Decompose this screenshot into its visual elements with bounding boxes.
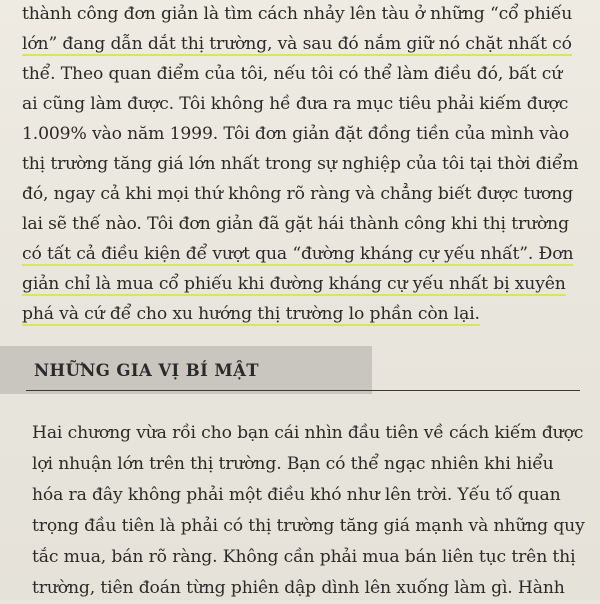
text-line: [22, 299, 582, 329]
text-line: trường, tiên đoán từng phiên dập dình lên xuống làm gì. Hành: [32, 578, 565, 598]
text-line: [22, 269, 582, 299]
text-line: trọng đầu tiên là phải có thị trường tăng giá mạnh và những quy: [32, 516, 585, 536]
text-line: ai cũng làm được. Tôi không hề đưa ra mục tiêu phải kiếm được: [22, 94, 569, 114]
highlighted-text: lớn” đang dẫn dắt thị trường, và sau đó nắm giữ nó chặt nhất có: [22, 34, 572, 54]
text-line: tắc mua, bán rõ ràng. Không cần phải mua bán liên tục trên thị: [32, 547, 576, 567]
text-line: đó, ngay cả khi mọi thứ không rõ ràng và chẳng biết được tương: [22, 184, 574, 204]
paragraph-bottom: [32, 418, 585, 604]
section-heading: NHỮNG GIA VỊ BÍ MẬT: [34, 361, 259, 380]
paragraph-top: [22, 0, 582, 329]
highlighted-text: phá và cứ để cho xu hướng thị trường lo phần còn lại.: [22, 304, 480, 324]
text-line: hóa ra đây không phải một điều khó như lên trời. Yếu tố quan: [32, 485, 561, 505]
text-line: lai sẽ thế nào. Tôi đơn giản đã gặt hái thành công khi thị trường: [22, 214, 569, 234]
heading-divider: [26, 390, 580, 391]
text-line: Hai chương vừa rồi cho bạn cái nhìn đầu tiên về cách kiếm được: [32, 423, 584, 443]
text-line: thành công đơn giản là tìm cách nhảy lên tàu ở những “cổ phiếu: [22, 4, 573, 24]
text-line: thể. Theo quan điểm của tôi, nếu tôi có thể làm điều đó, bất cứ: [22, 64, 563, 84]
text-line: 1.009% vào năm 1999. Tôi đơn giản đặt đồng tiền của mình vào: [22, 124, 570, 144]
text-line: [22, 239, 582, 269]
text-line: [22, 29, 582, 59]
text-line: lợi nhuận lớn trên thị trường. Bạn có thể ngạc nhiên khi hiểu: [32, 454, 554, 474]
highlighted-text: giản chỉ là mua cổ phiếu khi đường kháng cự yếu nhất bị xuyên: [22, 274, 566, 294]
highlighted-text: có tất cả điều kiện để vượt qua “đường kháng cự yếu nhất”. Đơn: [22, 244, 574, 264]
text-line: thị trường tăng giá lớn nhất trong sự nghiệp của tôi tại thời điểm: [22, 154, 579, 174]
